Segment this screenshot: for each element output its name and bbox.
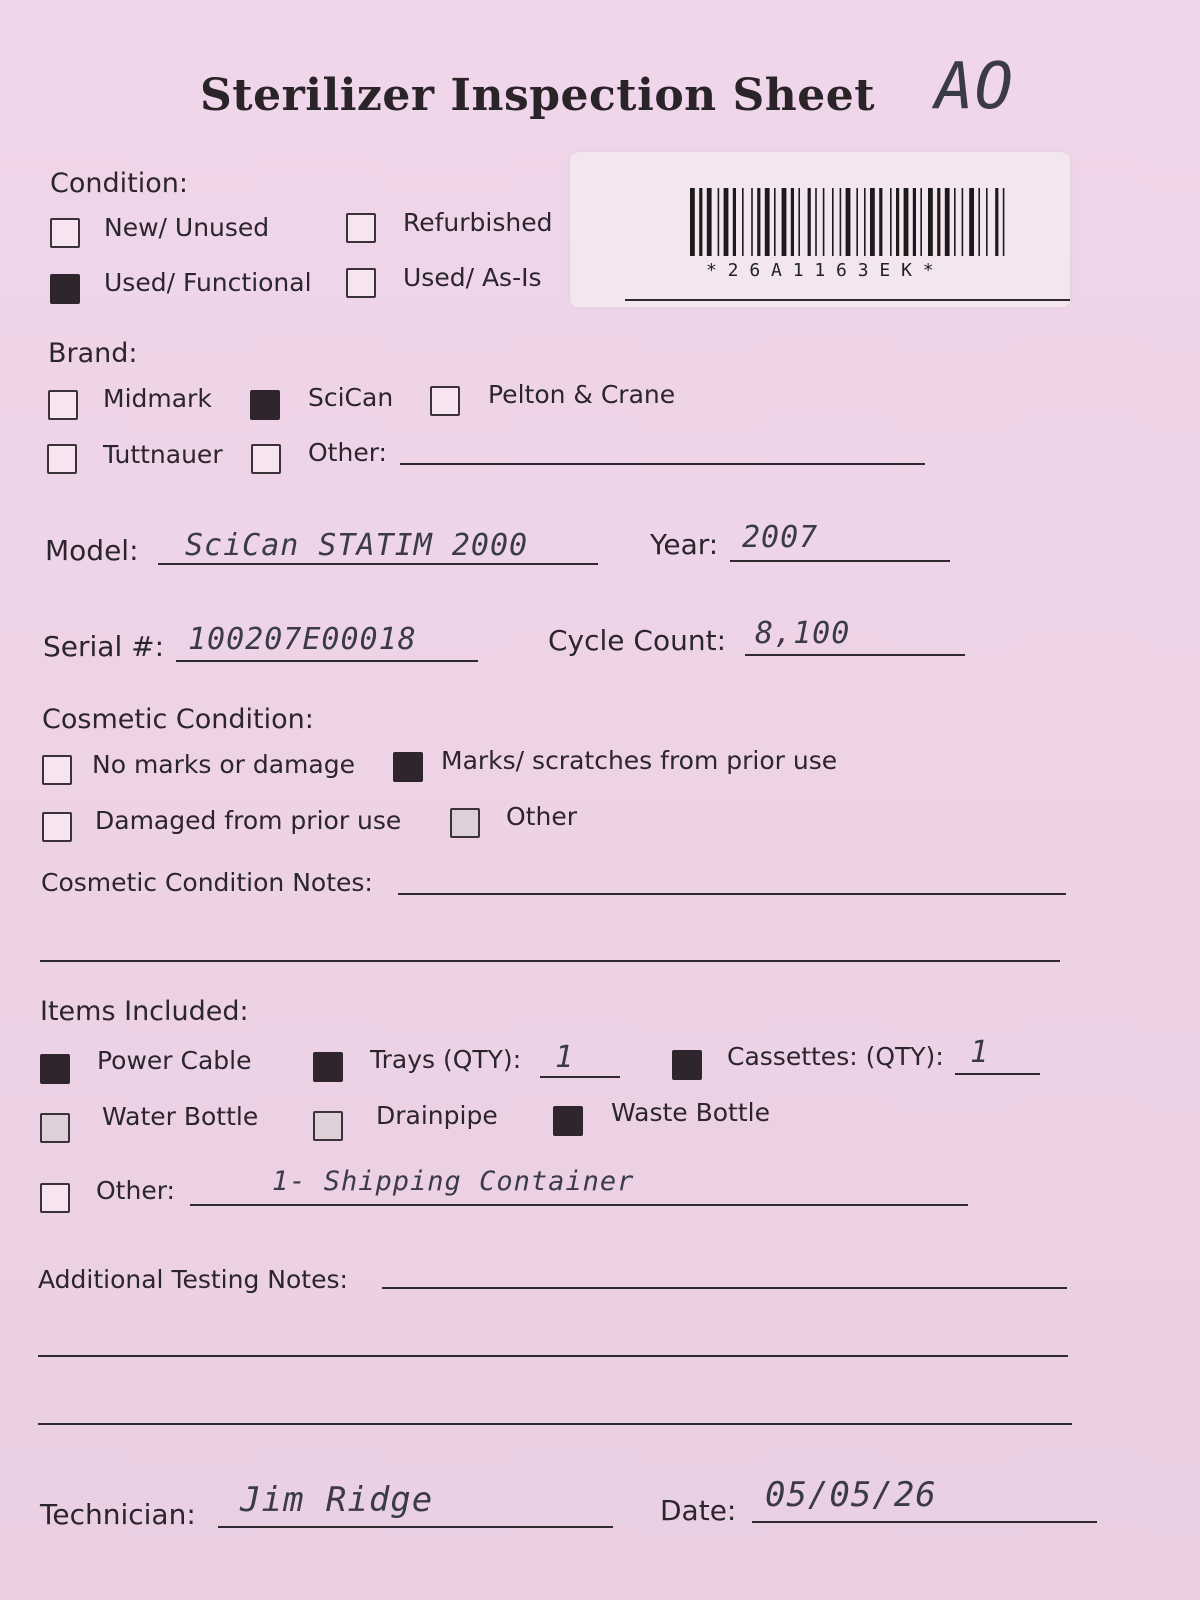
- label-scican: SciCan: [308, 383, 394, 412]
- label-no-marks: No marks or damage: [92, 750, 355, 779]
- trays-qty-line[interactable]: [540, 1076, 620, 1078]
- label-marks-scratches: Marks/ scratches from prior use: [441, 746, 838, 775]
- label-water-bottle: Water Bottle: [102, 1102, 259, 1131]
- model-value: SciCan STATIM 2000: [185, 528, 529, 563]
- label-refurbished: Refurbished: [403, 208, 553, 237]
- cassettes-qty-line[interactable]: [955, 1073, 1040, 1075]
- checkbox-drainpipe[interactable]: [313, 1111, 343, 1141]
- checkbox-pelton-crane[interactable]: [430, 386, 460, 416]
- label-items-other: Other:: [96, 1176, 175, 1205]
- label-power-cable: Power Cable: [97, 1046, 252, 1075]
- label-midmark: Midmark: [103, 384, 212, 413]
- barcode-icon: [690, 188, 1150, 260]
- checkbox-scican[interactable]: [250, 390, 280, 420]
- label-used-as-is: Used/ As-Is: [403, 263, 542, 292]
- testing-notes-label: Additional Testing Notes:: [38, 1265, 348, 1294]
- checkbox-brand-other[interactable]: [251, 444, 281, 474]
- technician-label: Technician:: [40, 1498, 196, 1531]
- label-trays: Trays (QTY):: [370, 1045, 522, 1074]
- checkbox-no-marks[interactable]: [42, 755, 72, 785]
- testing-notes-line-1[interactable]: [382, 1287, 1067, 1289]
- label-new-unused: New/ Unused: [104, 213, 270, 242]
- items-other-line[interactable]: [190, 1204, 968, 1206]
- checkbox-damaged[interactable]: [42, 812, 72, 842]
- checkbox-waste-bottle[interactable]: [553, 1106, 583, 1136]
- model-label: Model:: [45, 534, 139, 567]
- cassettes-qty-value: 1: [970, 1035, 990, 1070]
- checkbox-midmark[interactable]: [48, 390, 78, 420]
- label-tuttnauer: Tuttnauer: [103, 440, 223, 469]
- technician-signature: Jim Ridge: [240, 1480, 434, 1520]
- serial-value: 100207E00018: [188, 622, 417, 657]
- cosmetic-notes-label: Cosmetic Condition Notes:: [41, 868, 373, 897]
- checkbox-items-other[interactable]: [40, 1183, 70, 1213]
- year-value: 2007: [742, 520, 819, 555]
- serial-label: Serial #:: [43, 630, 165, 663]
- cycle-count-label: Cycle Count:: [548, 624, 727, 657]
- date-value: 05/05/26: [765, 1475, 937, 1515]
- checkbox-new-unused[interactable]: [50, 218, 80, 248]
- label-damaged: Damaged from prior use: [95, 806, 402, 835]
- items-other-value: 1- Shipping Container: [272, 1166, 635, 1197]
- label-brand-other: Other:: [308, 438, 387, 467]
- checkbox-used-as-is[interactable]: [346, 268, 376, 298]
- checkbox-marks-scratches[interactable]: [393, 752, 423, 782]
- cosmetic-heading: Cosmetic Condition:: [42, 704, 314, 735]
- condition-heading: Condition:: [50, 168, 188, 199]
- cycle-count-line[interactable]: [745, 654, 965, 656]
- cycle-count-value: 8,100: [755, 616, 851, 651]
- checkbox-cosmetic-other[interactable]: [450, 808, 480, 838]
- cosmetic-notes-line-1[interactable]: [398, 893, 1066, 895]
- items-heading: Items Included:: [40, 996, 249, 1027]
- checkbox-refurbished[interactable]: [346, 213, 376, 243]
- testing-notes-line-2[interactable]: [38, 1355, 1068, 1357]
- barcode-text: * 2 6 A 1 1 6 3 E K *: [706, 260, 934, 281]
- year-label: Year:: [650, 528, 719, 561]
- date-label: Date:: [660, 1494, 737, 1527]
- checkbox-power-cable[interactable]: [40, 1054, 70, 1084]
- model-line[interactable]: [158, 563, 598, 565]
- barcode-underline: [625, 299, 1070, 301]
- year-line[interactable]: [730, 560, 950, 562]
- checkbox-cassettes[interactable]: [672, 1050, 702, 1080]
- label-waste-bottle: Waste Bottle: [611, 1098, 770, 1127]
- label-cosmetic-other: Other: [506, 802, 577, 831]
- technician-line[interactable]: [218, 1526, 613, 1528]
- label-pelton-crane: Pelton & Crane: [488, 380, 676, 409]
- initials-handwritten: AO: [935, 50, 1015, 124]
- checkbox-used-functional[interactable]: [50, 274, 80, 304]
- brand-heading: Brand:: [48, 338, 138, 369]
- trays-qty-value: 1: [555, 1040, 575, 1075]
- label-cassettes: Cassettes: (QTY):: [727, 1042, 944, 1071]
- checkbox-tuttnauer[interactable]: [47, 444, 77, 474]
- testing-notes-line-3[interactable]: [38, 1423, 1072, 1425]
- serial-line[interactable]: [176, 660, 478, 662]
- label-used-functional: Used/ Functional: [104, 268, 312, 297]
- brand-other-line[interactable]: [400, 463, 925, 465]
- date-line[interactable]: [752, 1521, 1097, 1523]
- checkbox-trays[interactable]: [313, 1052, 343, 1082]
- cosmetic-notes-line-2[interactable]: [40, 960, 1060, 962]
- label-drainpipe: Drainpipe: [376, 1101, 498, 1130]
- page-title: Sterilizer Inspection Sheet: [200, 70, 876, 121]
- checkbox-water-bottle[interactable]: [40, 1113, 70, 1143]
